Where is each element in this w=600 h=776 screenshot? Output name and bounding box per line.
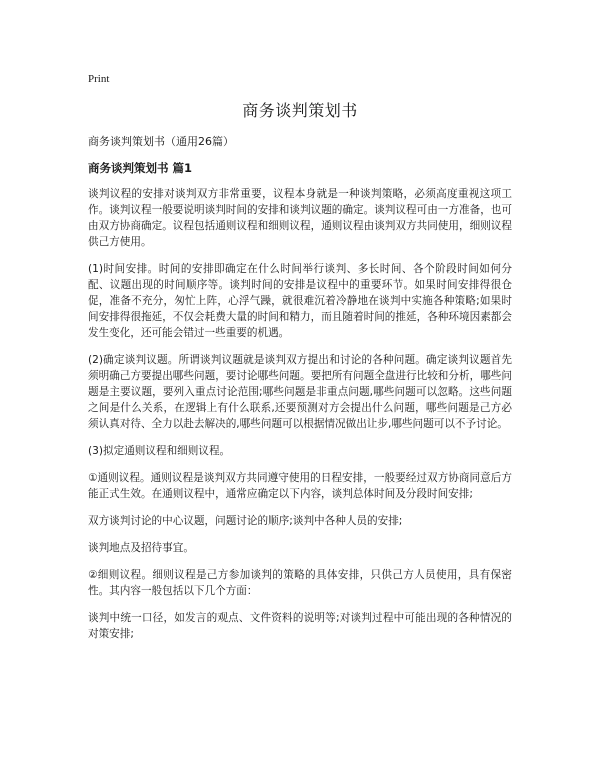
- paragraph-detailed-agenda: ②细则议程。细则议程是己方参加谈判的策略的具体安排，只供己方人员使用，具有保密性。其内容一般包括以下几个方面：: [88, 569, 512, 597]
- paragraph-agenda-intro: 谈判议程的安排对谈判双方非常重要，议程本身就是一种谈判策略，必须高度重视这项工作。谈判议程一般要说明谈判时间的安排和谈判议题的确定。谈判议程可由一方准备，也可由双方协商确定。议程包括通则议程和细则议程，通则议程由谈判双方共同使用，细则议程供己方使用。: [88, 188, 512, 248]
- paragraph-draft-agenda: (3)拟定通则议程和细则议程。: [88, 445, 231, 457]
- paragraph-topics: (2)确定谈判议题。所谓谈判议题就是谈判双方提出和讨论的各种问题。确定谈判议题首先须明确己方要提出哪些问题，要讨论哪些问题。要把所有问题全盘进行比较和分析，哪些问题是主要议题，要列入重点讨论范围;哪些问题是非重点问题,哪些问题可以忽略。这些问题之间是什么关系，在逻辑上有什么联系,还要预测对方会提出什么问题，哪些问题是己方必须认真对待、全力以赴去解决的,哪些问题可以根据情况做出让步,哪些问题可以不予讨论。: [88, 354, 512, 430]
- paragraph-venue: 谈判地点及招待事宜。: [88, 542, 194, 554]
- paragraph-unified-stance: 谈判中统一口径，如发言的观点、文件资料的说明等;对谈判过程中可能出现的各种情况的对策安排;: [88, 612, 512, 640]
- section-heading: 商务谈判策划书 篇1: [88, 161, 193, 175]
- paragraph-central-topics: 双方谈判讨论的中心议题，问题讨论的顺序;谈判中各种人员的安排;: [88, 515, 403, 527]
- document-subtitle: 商务谈判策划书（通用26篇）: [88, 135, 234, 148]
- print-label: Print: [88, 73, 110, 85]
- paragraph-general-agenda: ①通则议程。通则议程是谈判双方共同遵守使用的日程安排，一般要经过双方协商同意后方能正式生效。在通则议程中，通常应确定以下内容，谈判总体时间及分段时间安排;: [88, 472, 512, 500]
- page-title: 商务谈判策划书: [242, 101, 358, 120]
- paragraph-time-arrangement: (1)时间安排。时间的安排即确定在什么时间举行谈判、多长时间、各个阶段时间如何分配、议题出现的时间顺序等。谈判时间的安排是议程中的重要环节。如果时间安排得很仓促，准备不充分，匆忙上阵，心浮气躁，就很难沉着冷静地在谈判中实施各种策略;如果时间安排得很拖延，不仅会耗费大量的时间和精力，而且随着时间的推延，各种环境因素都会发生变化，还可能会错过一些重要的机遇。: [88, 263, 512, 339]
